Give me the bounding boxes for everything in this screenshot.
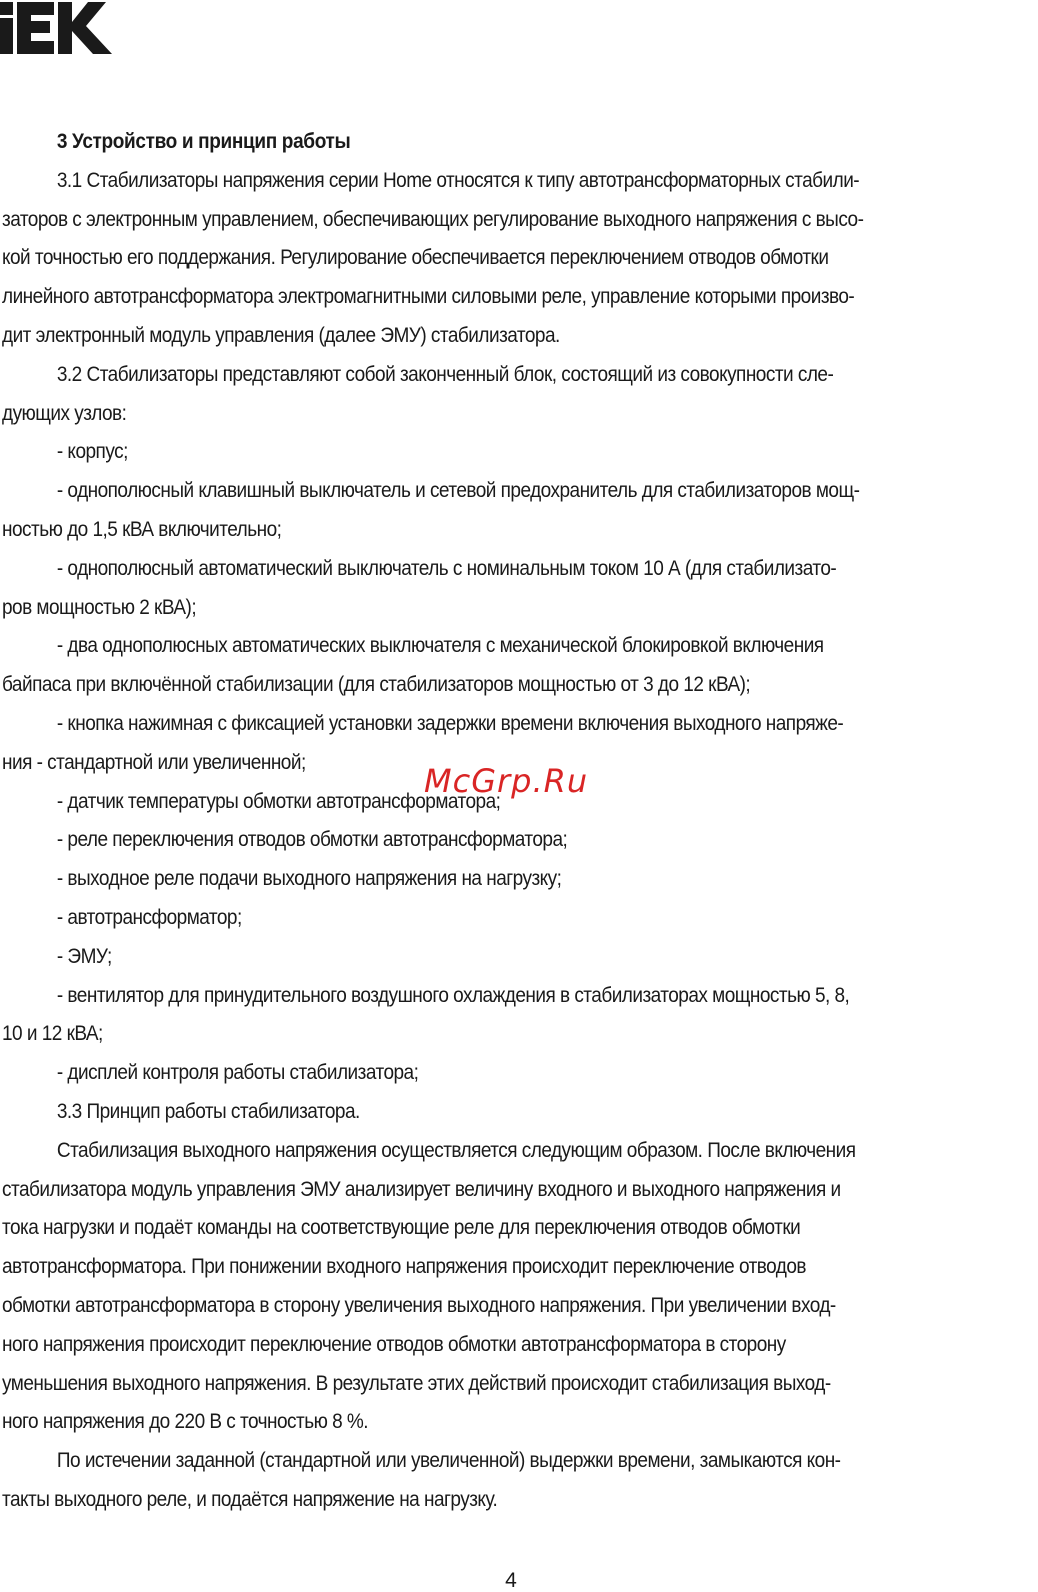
- text-line: дующих узлов:: [2, 400, 127, 425]
- text-line: линейного автотрансформатора электромагнитными силовыми реле, управление которыми произво-: [2, 284, 855, 309]
- text-line: 10 и 12 кВА;: [2, 1021, 103, 1046]
- list-item: - датчик температуры обмотки автотрансформатора;: [56, 788, 501, 813]
- list-item: - вентилятор для принудительного воздушного охлаждения в стабилизаторах мощностью 5, 8,: [56, 982, 850, 1007]
- text-line: 3.2 Стабилизаторы представляют собой законченный блок, состоящий из совокупности сле-: [56, 361, 834, 386]
- text-line: обмотки автотрансформатора в сторону увеличения выходного напряжения. При увеличении вход-: [2, 1292, 836, 1317]
- text-line: ров мощностью 2 кВА);: [2, 594, 197, 619]
- text-line: ного напряжения до 220 В с точностью 8 %.: [2, 1409, 369, 1434]
- iek-logo-mark: [0, 2, 116, 54]
- text-line: ния - стандартной или увеличенной;: [2, 749, 306, 774]
- page-number: 4: [505, 1569, 517, 1592]
- text-line: заторов с электронным управлением, обеспечивающих регулирование выходного напряжения с высо-: [2, 206, 864, 231]
- list-item: - корпус;: [56, 439, 128, 464]
- list-item: - однополюсный автоматический выключатель с номинальным током 10 А (для стабилизато-: [56, 555, 837, 580]
- section-heading: 3 Устройство и принцип работы: [56, 129, 351, 153]
- text-line: Стабилизация выходного напряжения осуществляется следующим образом. После включения: [56, 1137, 856, 1162]
- text-line: автотрансформатора. При понижении входного напряжения происходит переключение отводов: [2, 1254, 806, 1279]
- text-line: стабилизатора модуль управления ЭМУ анализирует величину входного и выходного напряжения и: [2, 1176, 841, 1201]
- text-line: ностью до 1,5 кВА включительно;: [2, 516, 282, 541]
- text-line: ного напряжения происходит переключение отводов обмотки автотрансформатора в сторону: [2, 1331, 786, 1356]
- list-item: - реле переключения отводов обмотки автотрансформатора;: [56, 827, 568, 852]
- list-item: - выходное реле подачи выходного напряжения на нагрузку;: [56, 866, 562, 891]
- list-item: - дисплей контроля работы стабилизатора;: [56, 1060, 419, 1085]
- list-item: - однополюсный клавишный выключатель и сетевой предохранитель для стабилизаторов мощ-: [56, 478, 860, 503]
- watermark: McGrp.Ru: [424, 762, 589, 800]
- iek-logo: [0, 2, 116, 54]
- subsection-title: 3.3 Принцип работы стабилизатора.: [56, 1098, 360, 1123]
- text-line: кой точностью его поддержания. Регулирование обеспечивается переключением отводов обмотки: [2, 245, 829, 270]
- text-line: тока нагрузки и подаёт команды на соответствующие реле для переключения отводов обмотки: [2, 1215, 801, 1240]
- text-line: По истечении заданной (стандартной или увеличенной) выдержки времени, замыкаются кон-: [56, 1448, 841, 1473]
- text-line: дит электронный модуль управления (далее ЭМУ) стабилизатора.: [2, 322, 560, 347]
- list-item: - ЭМУ;: [56, 943, 112, 968]
- text-line: такты выходного реле, и подаётся напряжение на нагрузку.: [2, 1486, 498, 1511]
- list-item: - кнопка нажимная с фиксацией установки задержки времени включения выходного напряже-: [56, 710, 844, 735]
- text-line: байпаса при включённой стабилизации (для стабилизаторов мощностью от 3 до 12 кВА);: [2, 672, 751, 697]
- list-item: - два однополюсных автоматических выключателя с механической блокировкой включения: [56, 633, 824, 658]
- section-body: [2, 122, 1020, 1519]
- text-line: 3.1 Стабилизаторы напряжения серии Home относятся к типу автотрансформаторных стабили-: [56, 167, 860, 192]
- text-line: уменьшения выходного напряжения. В результате этих действий происходит стабилизация выход-: [2, 1370, 831, 1395]
- list-item: - автотрансформатор;: [56, 904, 242, 929]
